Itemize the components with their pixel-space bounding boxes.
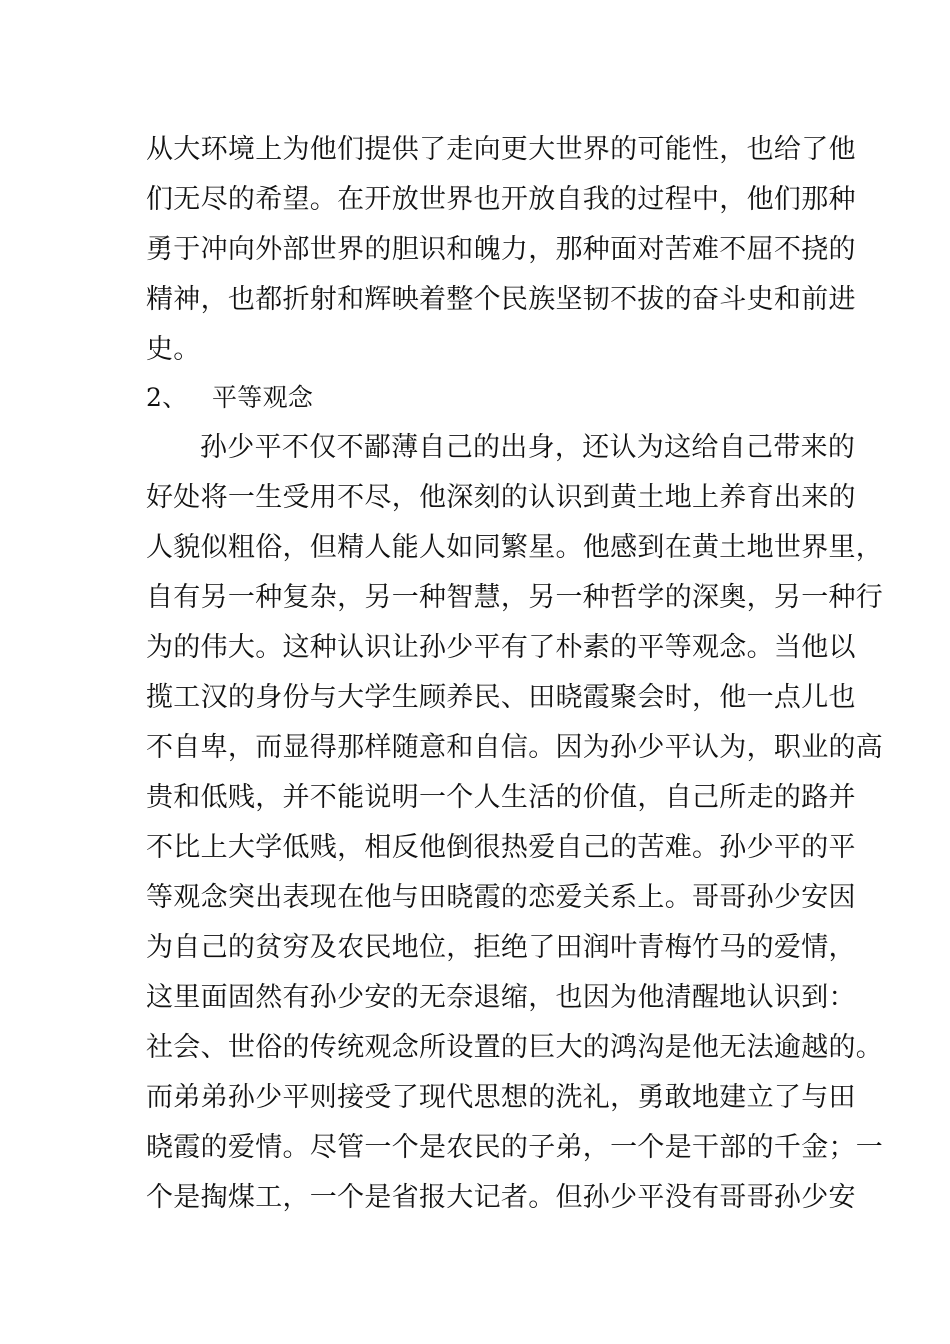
paragraph-2-line: 为的伟大。这种认识让孙少平有了朴素的平等观念。当他以	[146, 632, 856, 663]
paragraph-2-line: 孙少平不仅不鄙薄自己的出身，还认为这给自己带来的	[200, 432, 856, 463]
paragraph-1-line: 勇于冲向外部世界的胆识和魄力，那种面对苦难不屈不挠的	[146, 234, 856, 265]
section-title: 平等观念	[212, 383, 314, 412]
paragraph-2-line: 不比上大学低贱，相反他倒很热爱自己的苦难。孙少平的平	[146, 832, 856, 863]
paragraph-1-line: 史。	[146, 334, 201, 365]
paragraph-2-line: 等观念突出表现在他与田晓霞的恋爱关系上。哥哥孙少安因	[146, 882, 856, 913]
paragraph-2-line: 揽工汉的身份与大学生顾养民、田晓霞聚会时，他一点儿也	[146, 682, 856, 713]
paragraph-2-line: 为自己的贫穷及农民地位，拒绝了田润叶青梅竹马的爱情，	[146, 932, 856, 963]
paragraph-2-line: 自有另一种复杂，另一种智慧，另一种哲学的深奥，另一种行	[146, 582, 884, 613]
paragraph-1-line: 精神，也都折射和辉映着整个民族坚韧不拔的奋斗史和前进	[146, 284, 856, 315]
section-heading	[146, 381, 826, 415]
paragraph-2-line: 贵和低贱，并不能说明一个人生活的价值，自己所走的路并	[146, 782, 856, 813]
paragraph-2-line: 个是掏煤工，一个是省报大记者。但孙少平没有哥哥孙少安	[146, 1182, 856, 1213]
paragraph-2-line: 社会、世俗的传统观念所设置的巨大的鸿沟是他无法逾越的。	[146, 1032, 884, 1063]
paragraph-2-line: 而弟弟孙少平则接受了现代思想的洗礼，勇敢地建立了与田	[146, 1082, 856, 1113]
paragraph-2-line: 这里面固然有孙少安的无奈退缩，也因为他清醒地认识到：	[146, 982, 856, 1013]
document-body	[146, 0, 884, 1344]
section-number: 2、	[146, 383, 188, 412]
paragraph-2-line: 不自卑，而显得那样随意和自信。因为孙少平认为，职业的高	[146, 732, 884, 763]
paragraph-2-line: 晓霞的爱情。尽管一个是农民的子弟，一个是干部的千金；一	[146, 1132, 884, 1163]
paragraph-1-line: 从大环境上为他们提供了走向更大世界的可能性，也给了他	[146, 134, 856, 165]
paragraph-1-line: 们无尽的希望。在开放世界也开放自我的过程中，他们那种	[146, 184, 856, 215]
paragraph-2-line: 好处将一生受用不尽，他深刻的认识到黄土地上养育出来的	[146, 482, 856, 513]
paragraph-2-line: 人貌似粗俗，但精人能人如同繁星。他感到在黄土地世界里，	[146, 532, 884, 563]
